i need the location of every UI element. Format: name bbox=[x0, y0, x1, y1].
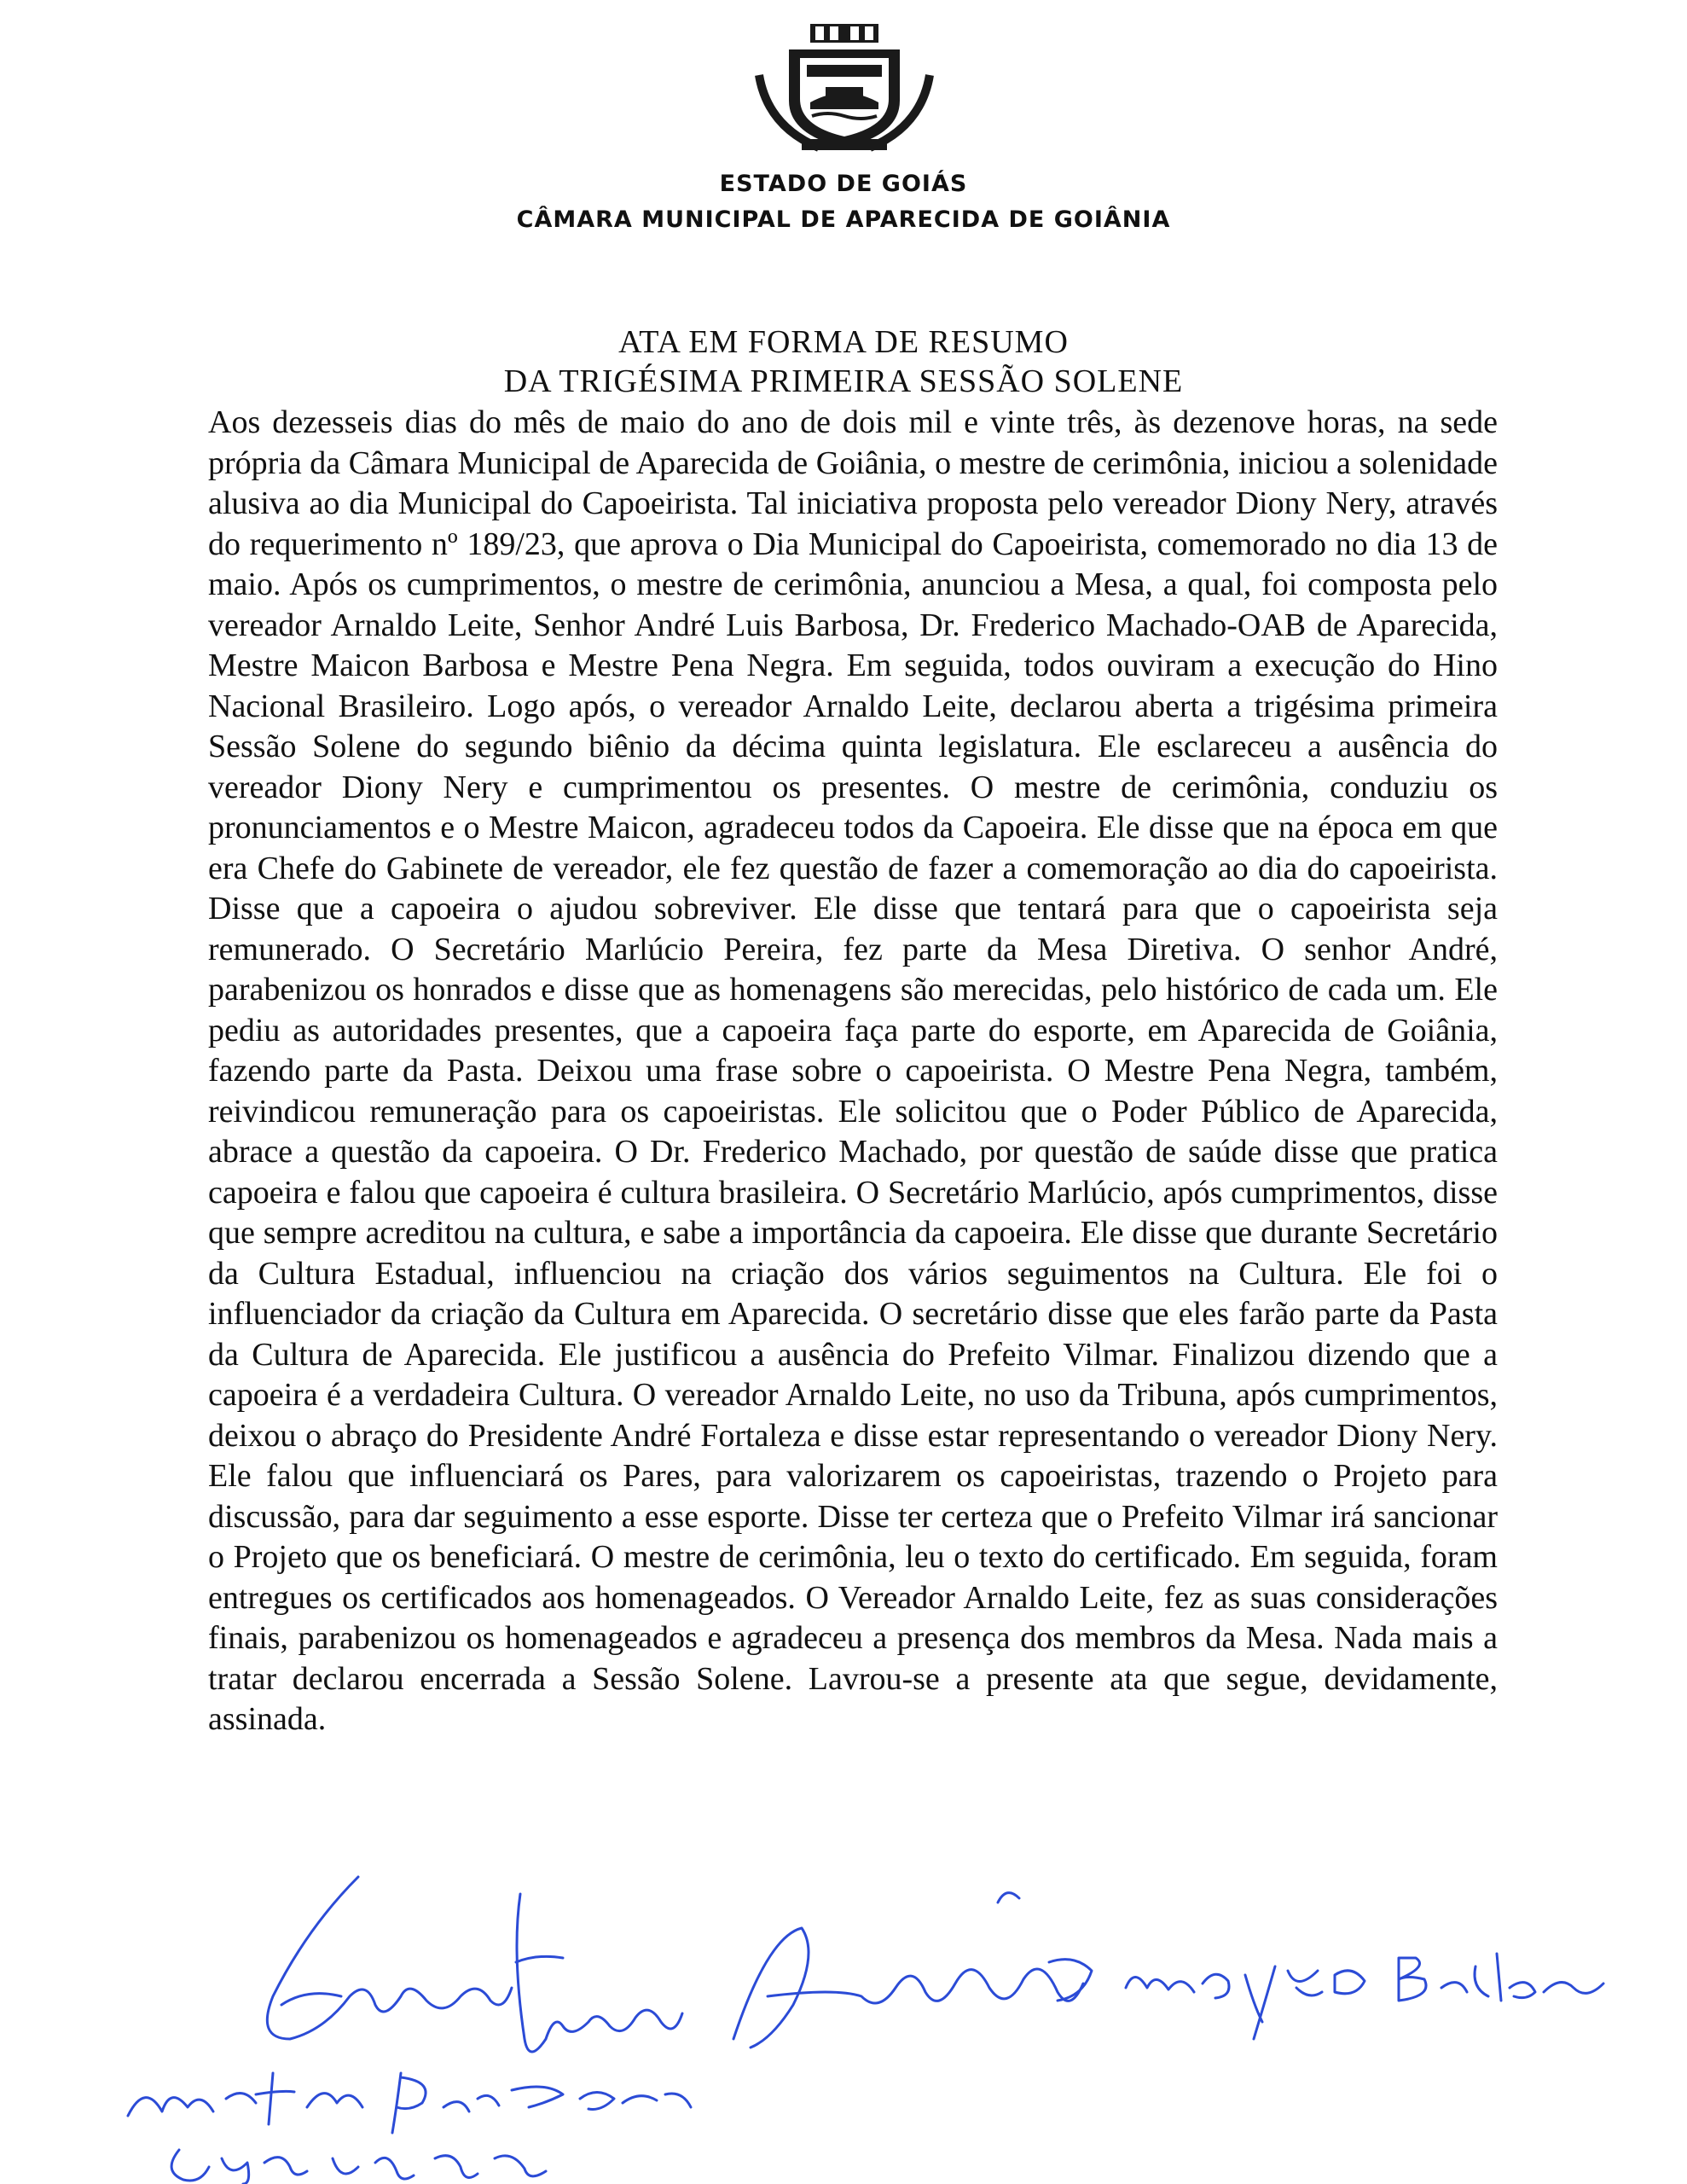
document-title-line-1: ATA EM FORMA DE RESUMO bbox=[618, 324, 1069, 360]
state-heading: ESTADO DE GOIÁS bbox=[719, 171, 968, 197]
coat-of-arms-seal bbox=[751, 24, 938, 152]
document-title-line-2: DA TRIGÉSIMA PRIMEIRA SESSÃO SOLENE bbox=[503, 363, 1184, 399]
minutes-body: Aos dezesseis dias do mês de maio do ano de dois mil e vinte três, às dezenove horas, na sede própria da Câmara Municipal de Aparecida de Goiânia, o mestre de cerimônia, iniciou a solenidade alusiva ao dia Municipal do Capoeirista. Tal iniciativa proposta pelo vereador Diony Nery, através do requerimento nº 189/23, que aprova o Dia Municipal do Capoeirista, comemorado no dia 13 de maio. Após os cumprimentos, o mestre de cerimônia, anunciou a Mesa, a qual, foi composta pelo vereador Arnaldo Leite, Senhor André Luis Barbosa, Dr. Frederico Machado-OAB de Aparecida, Mestre Maicon Barbosa e Mestre Pena Negra. Em seguida, todos ouviram a execução do Hino Nacional Brasileiro. Logo após, o vereador Arnaldo Leite, declarou aberta a trigésima primeira Sessão Solene do segundo biênio da décima quinta legislatura. Ele esclareceu a ausência do vereador Diony Nery e cumprimentou os presentes. O mestre de cerimônia, conduziu os pronunciamentos e o Mestre Maicon, agradeceu todos da Capoeira. Ele disse que na época em que era Chefe do Gabinete de vereador, ele fez questão de fazer a comemoração ao dia do capoeirista. Disse que a capoeira o ajudou sobreviver. Ele disse que tentará para que o capoeirista seja remunerado. O Secretário Marlúcio Pereira, fez parte da Mesa Diretiva. O senhor André, parabenizou os honrados e disse que as homenagens são merecidas, pelo histórico de cada um. Ele pediu as autoridades presentes, que a capoeira faça parte do esporte, em Aparecida de Goiânia, fazendo parte da Pasta. Deixou uma frase sobre o capoeirista. O Mestre Pena Negra, também, reivindicou remuneração para os capoeiristas. Ele solicitou que o Poder Público de Aparecida, abrace a questão da capoeira. O Dr. Frederico Machado, por questão de saúde disse que pratica capoeira e falou que capoeira é cultura brasileira. O Secretário Marlúcio, após cumprimentos, disse que sempre acreditou na cultura, e sabe a importância da capoeira. Ele disse que durante Secretário da Cultura Estadual, influenciou na criação dos vários seguimentos na Cultura. Ele foi o influenciador da criação da Cultura em Aparecida. O secretário disse que eles farão parte da Pasta da Cultura de Aparecida. Ele justificou a ausência do Prefeito Vilmar. Finalizou dizendo que a capoeira é a verdadeira Cultura. O vereador Arnaldo Leite, no uso da Tribuna, após cumprimentos, deixou o abraço do Presidente André Fortaleza e disse estar representando o vereador Diony Nery. Ele falou que influenciará os Pares, para valorizarem os capoeiristas, trazendo o Projeto para discussão, para dar seguimento a esse esporte. Disse ter certeza que o Prefeito Vilmar irá sancionar o Projeto que os beneficiará. O mestre de cerimônia, leu o texto do certificado. Em seguida, foram entregues os certificados aos homenageados. O Vereador Arnaldo Leite, fez as suas considerações finais, parabenizou os homenageados e agradeceu a presença dos membros da Mesa. Nada mais a tratar declarou encerrada a Sessão Solene. Lavrou-se a presente ata que segue, devidamente, assinada. bbox=[208, 404, 1498, 1737]
chamber-heading: CÂMARA MUNICIPAL DE APARECIDA DE GOIÂNIA bbox=[516, 206, 1171, 233]
handwritten-signatures bbox=[0, 1783, 1687, 2184]
